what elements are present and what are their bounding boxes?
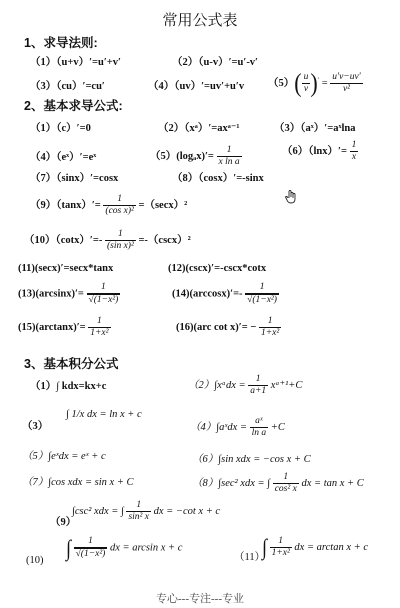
deriv-13: (13)(arcsinx)′= $\frac{1}{\text{√(1−x²)}}$ bbox=[18, 282, 119, 305]
deriv-10: （10）（cotx）′=- $\frac{1}{\text{(sin x)²}}$ =-（cscx）² bbox=[24, 229, 191, 251]
deriv-8: （8）（cosx）′=-sinx bbox=[172, 173, 264, 184]
rule-3: （3）（cu）′=cu′ bbox=[30, 81, 105, 92]
integral-3: ∫ 1/x dx = ln x + c bbox=[66, 409, 142, 420]
rule-5: （5）( $\frac{u}{v}$ )′ = $\frac{u'v-uv'}{\text{v²}}$ bbox=[268, 67, 361, 98]
deriv-5: （5）(logₐx)′= $\frac{1}{\text{x ln a}}$ bbox=[150, 145, 240, 167]
rule-5-fraction: $\frac{u'v-uv'}{\text{v²}}$ bbox=[332, 72, 361, 94]
deriv-3: （3）（aˣ）′=aˣlna bbox=[274, 123, 356, 134]
rule-1: （1）（u+v）′=u′+v′ bbox=[30, 57, 121, 68]
integral-2: （2）∫xᵃdx = $\frac{1}{a+1}$ xᵃ⁺¹+C bbox=[188, 374, 303, 396]
section-heading-derivative-rules: 1、求导法则: bbox=[24, 36, 98, 50]
integral-1: （1）∫ kdx=kx+c bbox=[30, 381, 107, 392]
deriv-1: （1）（c）′=0 bbox=[30, 123, 91, 134]
deriv-15: (15)(arctanx)′= $\frac{1}{\text{1+x²}}$ bbox=[18, 316, 109, 338]
integral-4: （4）∫aˣdx = $\frac{\text{aˣ}}{\text{ln a}}$ +C bbox=[190, 416, 285, 438]
deriv-7: （7）（sinx）′=cosx bbox=[30, 173, 119, 184]
deriv-4: （4）（eˣ）′=eˣ bbox=[30, 152, 97, 163]
rule-2: （2）（u-v）′=u′-v′ bbox=[172, 57, 259, 68]
rule-5-label: （5） bbox=[268, 77, 295, 89]
deriv-16: (16)(arc cot x)′= − $\frac{1}{\text{1+x²}}$ bbox=[176, 316, 280, 338]
integral-6: （6）∫sin xdx = −cos x + C bbox=[192, 454, 311, 465]
deriv-11: (11)(secx)′=secx*tanx bbox=[18, 263, 114, 274]
integral-8: （8）∫sec² xdx = ∫ $\frac{1}{\text{cos² x}}$ dx = tan x + C bbox=[192, 472, 364, 494]
deriv-2: （2）（xᵃ）′=axᵃ⁻¹ bbox=[158, 123, 240, 134]
section-heading-basic-integrals: 3、基本积分公式 bbox=[24, 357, 119, 371]
section-heading-basic-derivatives: 2、基本求导公式: bbox=[24, 99, 123, 113]
deriv-12: (12)(cscx)′=-cscx*cotx bbox=[168, 263, 267, 274]
integral-7: （7）∫cos xdx = sin x + C bbox=[22, 477, 134, 488]
integral-11: ∫ $\frac{1}{\text{1+x²}}$ dx = arctan x + c bbox=[262, 534, 368, 560]
deriv-14: (14)(arccosx)′=- $\frac{1}{\text{√(1−x²)}}$ bbox=[172, 282, 277, 305]
page-title: 常用公式表 bbox=[162, 13, 238, 29]
page-footer: 专心---专注---专业 bbox=[156, 593, 244, 605]
integral-10: ∫ $\frac{1}{\text{√(1−x²)}}$ dx = arcsin x + c bbox=[66, 535, 183, 561]
integral-3-label: （3） bbox=[22, 421, 49, 432]
integral-9: ∫csc² xdx = ∫ $\frac{1}{\text{sin² x}}$ dx = −cot x + c bbox=[72, 500, 221, 522]
hand-pointer-icon bbox=[285, 190, 297, 204]
deriv-9: （9）（tanx）′= $\frac{1}{\text{(cos x)²}}$ =（secx）² bbox=[30, 194, 188, 216]
integral-10-label: (10) bbox=[26, 555, 44, 566]
integral-9-label: （9） bbox=[50, 517, 77, 528]
integral-5: （5）∫eˣdx = eˣ + c bbox=[22, 451, 106, 462]
rule-4: （4）（uv）′=uv′+u′v bbox=[148, 81, 245, 92]
deriv-6: （6）（lnx）′= $\frac{1}{x}$ bbox=[282, 140, 357, 162]
integral-11-label: （11） bbox=[234, 552, 266, 563]
